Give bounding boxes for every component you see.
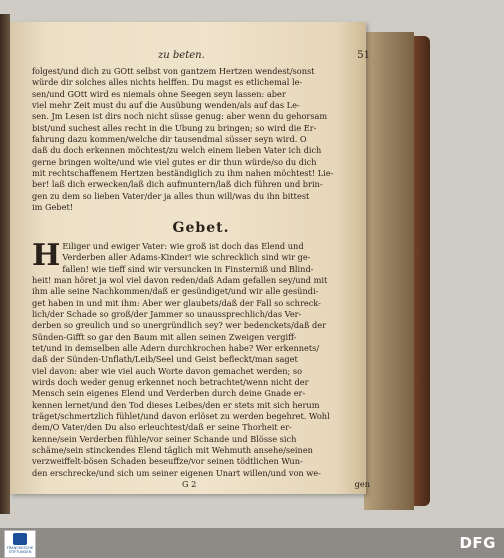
text-line: bist/und suchest alles recht in die Ubung zu bringen; so wird die Er- [32, 122, 317, 133]
text-line: sen/und GOtt wird es niemals ohne Seegen seyn lassen: aber [32, 88, 286, 99]
paragraph-1 [32, 66, 370, 213]
text-line: Verderben aller Adams-Kinder! wie schrecklich sind wir ge- [62, 252, 311, 263]
text-line: daß du doch erkennen möchtest/zu welch einem lieben Vater ich dich [32, 145, 322, 156]
footer-bar [0, 528, 504, 558]
text-line: derben so greulich und so unergründlich sey? wer bedenckets/daß der [32, 320, 327, 331]
text-line: mit rechtschaffenem Hertzen beständiglich zu ihm nahen möchtest! Lie- [32, 168, 334, 179]
text-line: Eiliger und ewiger Vater: wie groß ist doch das Elend und [62, 240, 304, 251]
signature-mark: G 2 [182, 479, 197, 490]
logo-mark-icon [13, 533, 27, 545]
text-line: heit! man höret ja wol viel davon reden/daß Adam gefallen sey/und mit [32, 274, 328, 285]
text-line: kennen lernet/und den Tod dieses Leibes/den er stets mit sich herum [32, 399, 320, 410]
text-line: folgest/und dich zu GOtt selbst von gantzem Hertzen wendest/sonst [32, 66, 315, 76]
text-line: träget/schmertzlich fühlet/und davon erlöset zu werden begehret. Wohl [32, 410, 330, 421]
section-heading: Gebet. [172, 220, 230, 237]
text-line: fallen! wie tieff sind wir versuncken in Finsterniß und Blind- [62, 263, 314, 274]
book-page [10, 22, 370, 494]
text-line: den erschrecke/und sich um seiner eigenen Unart willen/und von we- [32, 467, 321, 478]
page-header [32, 50, 370, 64]
book-spine-edge [0, 14, 10, 514]
text-line: viel davon: aber wie viel auch Worte davon gemachet werden; so [32, 365, 303, 376]
text-line: get haben in und mit ihm: Aber wer glaubets/daß der Fall so schreck- [32, 297, 321, 308]
dfg-logo[interactable]: DFG [459, 534, 496, 552]
text-line: dem/O Vater/den Du also erleuchtest/daß er seine Thorheit er- [32, 422, 292, 433]
text-line: tet/und in demselben alle Adern durchkrochen habe? Wer erkennets/ [32, 342, 320, 353]
text-line: gerne bringen wolte/und wie viel gutes er dir thun würde/so du dich [32, 156, 317, 167]
page-text [32, 50, 370, 491]
text-line: lich/der Schade so groß/der Jammer so unaussprechlich/das Ver- [32, 308, 302, 319]
text-line: im Gebet! [32, 202, 74, 213]
text-line: viel mehr Zeit must du auf die Ausübung wenden/als auf das Le- [32, 100, 300, 111]
logo-text: FRANCKESCHE STIFTUNGEN [6, 546, 34, 554]
page-footer-line [32, 479, 370, 491]
franckesche-stiftungen-logo[interactable] [4, 530, 36, 558]
text-line: verzweiffelt-bösen Schaden beseuffze/vor seinen tödtlichen Wun- [32, 456, 303, 467]
text-line: ber! laß dich erwecken/laß dich aufmuntern/laß dich führen und brin- [32, 179, 323, 190]
text-line: ihm alle seine Nachkommen/daß er gesündiget/und wir alle gesündi- [32, 286, 319, 297]
drop-cap: H [32, 237, 61, 273]
text-line: sen. Jm Lesen ist dirs noch nicht süsse genug: aber wenn du gehorsam [32, 111, 328, 122]
text-line: fahrung dazu kommen/welche dir tausendmal süsser seyn wird. O [32, 134, 307, 145]
text-line: kenne/sein Verderben fühle/vor seiner Schande und Blösse sich [32, 433, 297, 444]
page-number: 51 [357, 50, 370, 61]
paragraph-2 [32, 237, 370, 479]
text-line: Mensch sein eigenes Elend und Verderben durch deine Gnade er- [32, 388, 306, 399]
text-line: Sünden-Gifft so gar den Baum mit allen seinen Zweigen vergiff- [32, 331, 297, 342]
text-line: daß der Sünden-Unflath/Leib/Seel und Geist befleckt/man saget [32, 354, 298, 365]
running-head: zu beten. [158, 50, 205, 61]
text-line: würde dir solches alles nichts helffen. Du magst es etlichemal le- [32, 77, 303, 88]
catchword: gen [354, 479, 370, 490]
text-line: gen zu dem so lieben Vater/der ja alles thun will/was du ihn bittest [32, 190, 310, 201]
text-line: wirds doch weder genug erkennet noch betrachtet/wenn nicht der [32, 376, 309, 387]
text-line: schäme/sein stinckendes Elend täglich mit Wehmuth ansehe/seinen [32, 445, 313, 455]
page-stack-edge [364, 32, 414, 510]
